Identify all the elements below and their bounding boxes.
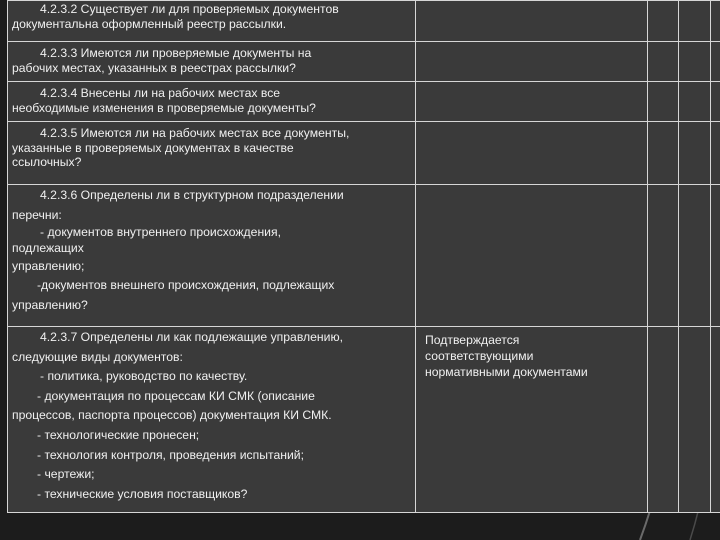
question-cell: [8, 327, 416, 513]
question-cell: [8, 82, 416, 122]
question-text: 4.2.3.2 Существует ли для проверяемых документов: [40, 2, 339, 16]
question-text: 4.2.3.5 Имеются ли на рабочих местах все документы,: [40, 126, 350, 140]
question-text: - документация по процессам КИ СМК (описание: [37, 388, 315, 403]
question-text: -документов внешнего происхождения, подлежащих: [37, 278, 335, 293]
mark-cell: [648, 122, 679, 185]
question-text: 4.2.3.3 Имеются ли проверяемые документы на: [40, 46, 312, 60]
table-row: [8, 185, 720, 327]
mark-cell: [711, 122, 720, 185]
question-cell: [8, 42, 416, 82]
note-cell: [416, 185, 648, 327]
question-text: - технология контроля, проведения испытаний;: [37, 447, 304, 462]
mark-cell: [711, 327, 720, 513]
mark-cell: [711, 1, 720, 42]
question-cell: [8, 1, 416, 42]
table-row: [8, 42, 720, 82]
question-text: рабочих местах, указанных в реестрах рассылки?: [12, 60, 296, 75]
note-cell: [416, 42, 648, 82]
question-text: 4.2.3.7 Определены ли как подлежащие управлению,: [40, 330, 343, 344]
mark-cell: [679, 185, 711, 327]
table-row: [8, 1, 720, 42]
mark-cell: [711, 82, 720, 122]
question-text: управлению;: [12, 259, 85, 274]
mark-cell: [648, 327, 679, 513]
question-text: - чертежи;: [37, 467, 95, 482]
table-row: [8, 82, 720, 122]
question-cell: [8, 122, 416, 185]
mark-cell: [679, 42, 711, 82]
note-text: нормативными документами: [425, 365, 588, 379]
question-text: 4.2.3.6 Определены ли в структурном подразделении: [40, 188, 344, 202]
note-text: соответствующими: [425, 349, 534, 363]
question-text: - технологические пронесен;: [37, 427, 200, 442]
table-row: [8, 327, 720, 513]
question-text: ссылочных?: [12, 155, 82, 170]
question-text: указанные в проверяемых документах в качестве: [12, 140, 294, 155]
mark-cell: [679, 327, 711, 513]
mark-cell: [711, 42, 720, 82]
note-cell: [416, 1, 648, 42]
mark-cell: [679, 1, 711, 42]
question-text: управлению?: [12, 297, 88, 312]
question-text: - политика, руководство по качеству.: [40, 369, 248, 384]
table-row: [8, 122, 720, 185]
checklist-table: [7, 0, 720, 513]
mark-cell: [648, 185, 679, 327]
question-text: 4.2.3.4 Внесены ли на рабочих местах все: [40, 86, 281, 100]
note-cell: [416, 82, 648, 122]
question-text: - технические условия поставщиков?: [37, 486, 248, 501]
question-cell: [8, 185, 416, 327]
question-text: документальна оформленный реестр рассылки.: [12, 16, 287, 31]
question-text: подлежащих: [12, 241, 84, 256]
note-cell: [416, 327, 648, 513]
mark-cell: [648, 82, 679, 122]
question-text: - документов внутреннего происхождения,: [40, 225, 281, 240]
question-text: перечни:: [12, 207, 62, 222]
note-cell: [416, 122, 648, 185]
note-text: Подтверждается: [425, 333, 520, 347]
mark-cell: [679, 82, 711, 122]
question-text: необходимые изменения в проверяемые документы?: [12, 100, 316, 115]
mark-cell: [648, 1, 679, 42]
question-text: процессов, паспорта процессов) документация КИ СМК.: [12, 408, 332, 423]
mark-cell: [648, 42, 679, 82]
question-text: следующие виды документов:: [12, 349, 183, 364]
mark-cell: [679, 122, 711, 185]
mark-cell: [711, 185, 720, 327]
